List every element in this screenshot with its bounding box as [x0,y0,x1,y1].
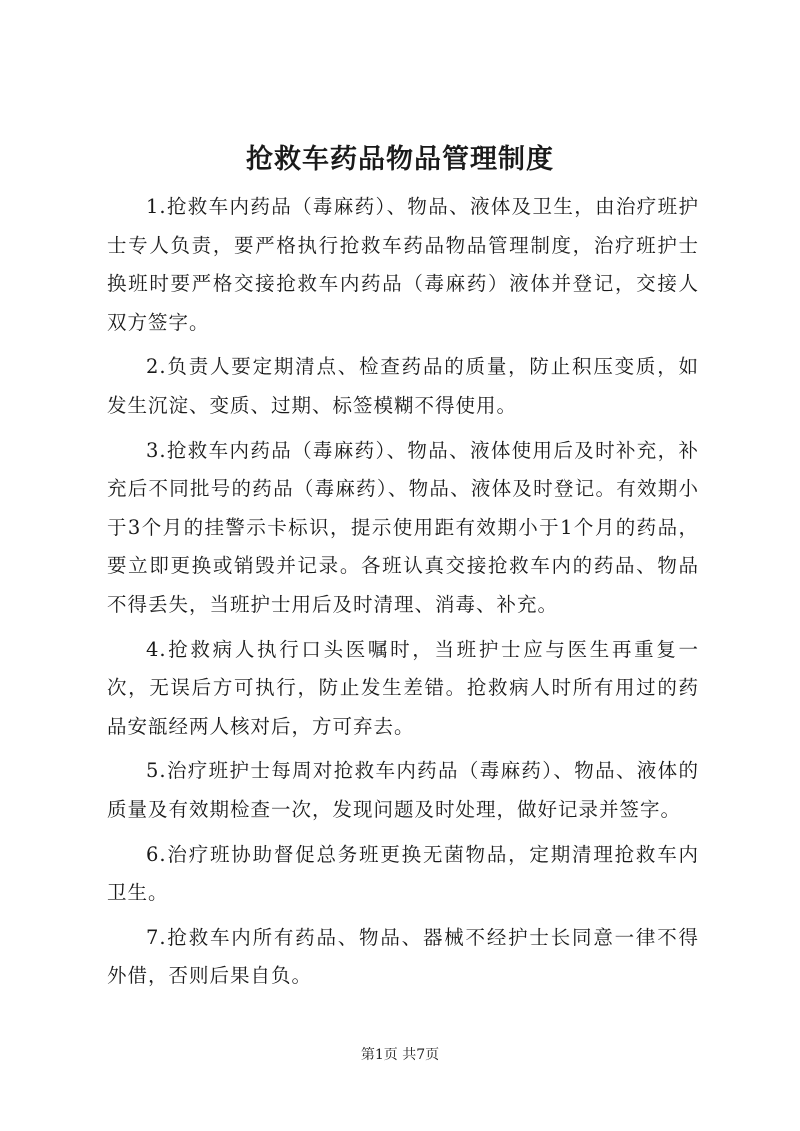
paragraph-5: 5.治疗班护士每周对抢救车内药品（毒麻药）、物品、液体的质量及有效期检查一次，发现问题及时处理，做好记录并签字。 [107,759,699,821]
paragraph-3: 3.抢救车内药品（毒麻药）、物品、液体使用后及时补充，补充后不同批号的药品（毒麻药）、物品、液体及时登记。有效期小于3个月的挂警示卡标识，提示使用距有效期小于1个月的药品，要立即更换或销毁并记录。各班认真交接抢救车内的药品、物品不得丢失，当班护士用后及时清理、消毒、补充。 [107,438,699,616]
paragraph-4: 4.抢救病人执行口头医嘱时，当班护士应与医生再重复一次，无误后方可执行，防止发生差错。抢救病人时所有用过的药品安瓿经两人核对后，方可弃去。 [107,637,699,738]
paragraph-7: 7.抢救车内所有药品、物品、器械不经护士长同意一律不得外借，否则后果自负。 [107,925,699,988]
document-title: 抢救车药品物品管理制度 [246,144,554,175]
paragraph-6: 6.治疗班协助督促总务班更换无菌物品，定期清理抢救车内卫生。 [107,842,699,905]
document-body [107,188,699,1002]
paragraph-1: 1.抢救车内药品（毒麻药）、物品、液体及卫生，由治疗班护士专人负责，要严格执行抢救车药品物品管理制度，治疗班护士换班时要严格交接抢救车内药品（毒麻药）液体并登记，交接人双方签字。 [107,195,699,334]
page-number-footer: 第1页 共7页 [360,1047,440,1063]
paragraph-2: 2.负责人要定期清点、检查药品的质量，防止积压变质，如发生沉淀、变质、过期、标签模糊不得使用。 [107,355,699,417]
